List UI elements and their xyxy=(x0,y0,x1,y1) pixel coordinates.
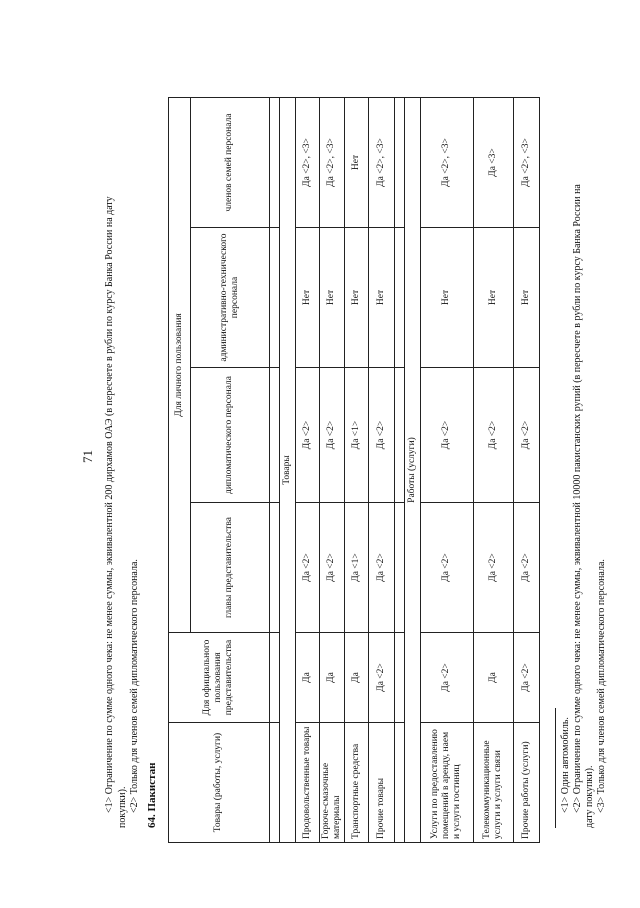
cell: Да <1> xyxy=(344,503,368,633)
cell: Нет xyxy=(295,228,319,368)
header-official-use: Для официального пользования представительства xyxy=(169,633,270,723)
cell: Да xyxy=(473,633,513,723)
table-row xyxy=(344,97,368,842)
section-works: Работы (услуги) xyxy=(405,97,421,842)
cell: Да xyxy=(319,633,344,723)
cell: Да <2> xyxy=(319,368,344,503)
table-row xyxy=(513,97,539,842)
cell: Да <2> xyxy=(421,633,473,723)
subheader-admin-tech-staff: административно-технического персонала xyxy=(191,228,269,368)
row-name: Прочие товары xyxy=(369,723,395,843)
cell: Да xyxy=(295,633,319,723)
table-row xyxy=(295,97,319,842)
row-name: Телекоммуникационные услуги и услуги связи xyxy=(473,723,513,843)
cell: Да <2> xyxy=(473,503,513,633)
cell: Нет xyxy=(473,228,513,368)
cell: Да <2> xyxy=(513,503,539,633)
cell: Да <2> xyxy=(513,633,539,723)
cell: Да <2> xyxy=(369,633,395,723)
header-goods: Товары (работы, услуги) xyxy=(169,723,270,843)
row-name: Продовольственные товары xyxy=(295,723,319,843)
cell: Нет xyxy=(513,228,539,368)
table-row xyxy=(319,97,344,842)
subheader-diplomatic-staff: дипломатического персонала xyxy=(191,368,269,503)
privileges-table-wrapper xyxy=(168,98,540,843)
section-heading: 64. Пакистан xyxy=(146,762,158,828)
top-footnote-2: <2> Только для членов семей дипломатического персонала. xyxy=(129,559,140,813)
cell: Да <2>, <3> xyxy=(319,97,344,227)
cell: Да <2> xyxy=(421,503,473,633)
cell: Да <2> xyxy=(369,503,395,633)
table-row xyxy=(369,97,395,842)
cell: Нет xyxy=(344,97,368,227)
table-row xyxy=(473,97,513,842)
row-name: Транспортные средства xyxy=(344,723,368,843)
cell: Да <2>, <3> xyxy=(295,97,319,227)
privileges-table xyxy=(168,97,540,843)
cell: Нет xyxy=(421,228,473,368)
header-personal-use: Для личного пользования xyxy=(169,97,191,632)
cell: Да <2> xyxy=(319,503,344,633)
section-goods: Товары xyxy=(279,97,295,842)
bottom-footnote-2: <2> Ограничение по сумме одного чека: не менее суммы, эквивалентной 10000 пакистанских рупий (в пересчете в рубли по курсу Банка России на xyxy=(572,184,583,813)
cell: Да <2>, <3> xyxy=(421,97,473,227)
footnote-separator xyxy=(555,708,556,828)
subheader-head-of-mission: главы представительства xyxy=(191,503,269,633)
cell: Нет xyxy=(344,228,368,368)
subheader-family-members: членов семей персонала xyxy=(191,97,269,227)
bottom-footnote-3: <3> Только для членов семей дипломатического персонала. xyxy=(596,559,607,813)
row-name: Услуги по предоставлению помещений в аренду, наем и услуги гостиниц xyxy=(421,723,473,843)
cell: Да <1> xyxy=(344,368,368,503)
cell: Да <2> xyxy=(295,368,319,503)
bottom-footnote-1: <1> Один автомобиль. xyxy=(560,717,571,813)
cell: Да <2>, <3> xyxy=(369,97,395,227)
cell: Да <2>, <3> xyxy=(513,97,539,227)
bottom-footnote-2-continuation: дату покупки). xyxy=(584,765,595,828)
cell: Да xyxy=(344,633,368,723)
cell: Нет xyxy=(319,228,344,368)
spacer-row xyxy=(395,97,405,842)
cell: Да <2> xyxy=(473,368,513,503)
cell: Да <2> xyxy=(369,368,395,503)
cell: Да <2> xyxy=(513,368,539,503)
row-name: Горюче-смазочные материалы xyxy=(319,723,344,843)
page-number: 71 xyxy=(80,450,95,463)
top-footnote-1: <1> Ограничение по сумме одного чека: не менее суммы, эквивалентной 200 дирхамов ОАЭ (в пересчете в рубли по курсу Банка России на дату xyxy=(104,196,115,813)
cell: Нет xyxy=(369,228,395,368)
row-name: Прочие работы (услуги) xyxy=(513,723,539,843)
table-row xyxy=(421,97,473,842)
spacer-row xyxy=(269,97,279,842)
cell: Да <3> xyxy=(473,97,513,227)
cell: Да <2> xyxy=(295,503,319,633)
top-footnote-1-continuation: покупки). xyxy=(117,786,128,828)
cell: Да <2> xyxy=(421,368,473,503)
